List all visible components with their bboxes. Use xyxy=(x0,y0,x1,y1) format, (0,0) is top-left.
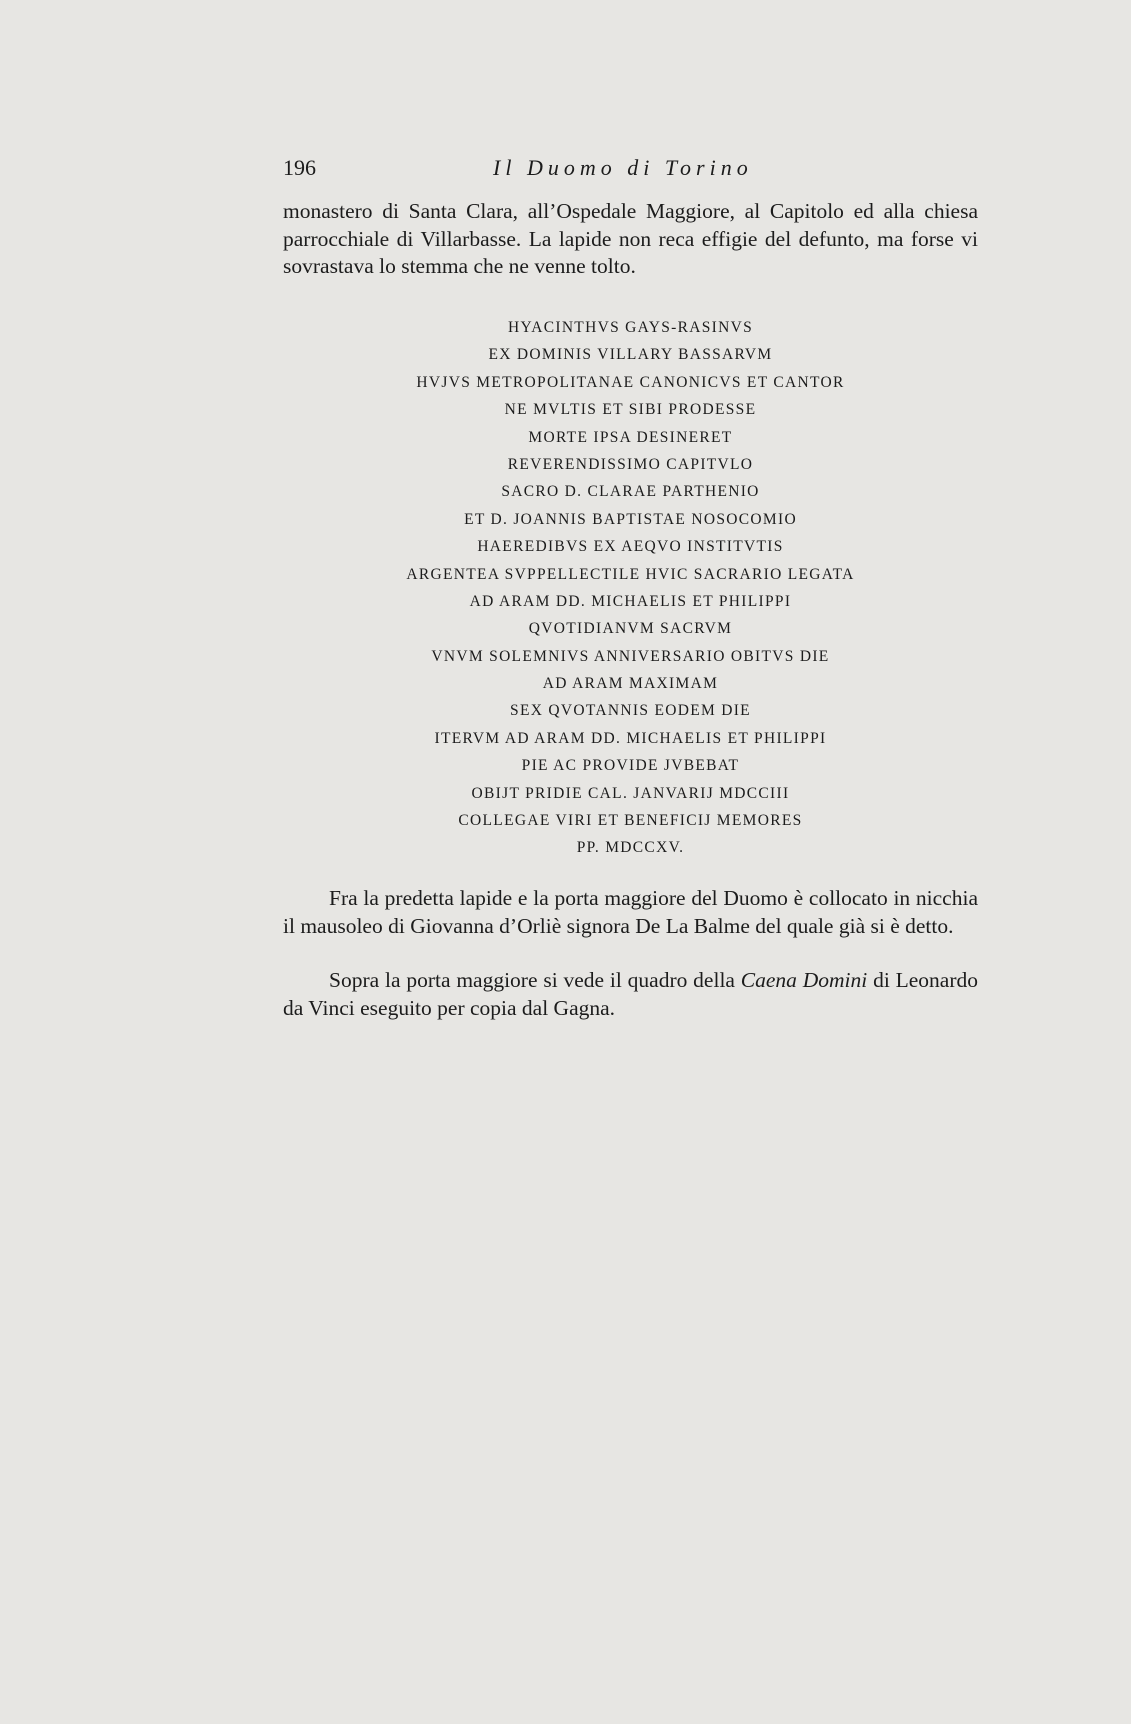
inscription-line: VNVM SOLEMNIVS ANNIVERSARIO OBITVS DIE xyxy=(431,647,830,665)
inscription-line: REVERENDISSIMO CAPITVLO xyxy=(507,455,754,473)
painting-title: Caena Domini xyxy=(740,968,868,992)
inscription-line: OBIJT PRIDIE CAL. JANVARIJ MDCCIII xyxy=(471,784,790,802)
painting-text-end: di Leonardo da Vinci eseguito per copia dal Gagna. xyxy=(283,968,979,1020)
inscription-line: NE MVLTIS ET SIBI PRODESSE xyxy=(504,401,757,419)
intro-paragraph xyxy=(283,198,978,281)
mausoleum-paragraph xyxy=(283,885,978,940)
running-header xyxy=(283,155,763,185)
inscription-line: AD ARAM DD. MICHAELIS ET PHILIPPI xyxy=(469,592,792,610)
inscription-line: AD ARAM MAXIMAM xyxy=(542,675,719,693)
inscription-line: PIE AC PROVIDE JVBEBAT xyxy=(521,757,740,775)
inscription-line: ARGENTEA SVPPELLECTILE HVIC SACRARIO LEGATA xyxy=(406,565,855,583)
inscription-line: ET D. JOANNIS BAPTISTAE NOSOCOMIO xyxy=(464,510,797,528)
inscription-line: ITERVM AD ARAM DD. MICHAELIS ET PHILIPPI xyxy=(434,729,827,747)
painting-text-start: Sopra la porta maggiore si vede il quadro della xyxy=(329,968,741,992)
inscription-line: QVOTIDIANVM SACRVM xyxy=(528,620,733,638)
page-margin xyxy=(1131,0,1141,1724)
inscription-line: MORTE IPSA DESINERET xyxy=(528,428,733,446)
inscription-line: SEX QVOTANNIS EODEM DIE xyxy=(510,702,751,720)
mausoleum-paragraph-text: Fra la predetta lapide e la porta maggiore del Duomo è collocato in nicchia il mausoleo di Giovanna d’Orliè signora De La Balme del quale già si è detto. xyxy=(283,886,978,938)
inscription-line: SACRO D. CLARAE PARTHENIO xyxy=(501,483,760,501)
intro-paragraph-text: monastero di Santa Clara, all’Ospedale Maggiore, al Capitolo ed alla chiesa parrocchiale di Villarbasse. La lapide non reca effigie del defunto, ma forse vi sovrastava lo stemma che ne venne tolto. xyxy=(283,199,978,278)
inscription-line: HYACINTHVS GAYS-RASINVS xyxy=(507,319,754,336)
painting-paragraph xyxy=(283,967,978,1022)
inscription-line: HVJVS METROPOLITANAE CANONICVS ET CANTOR xyxy=(416,373,845,391)
painting-paragraph-text xyxy=(283,967,978,1022)
running-title: Il Duomo di Torino xyxy=(493,155,753,180)
inscription-line: EX DOMINIS VILLARY BASSARVM xyxy=(488,346,773,364)
inscription xyxy=(283,314,978,862)
inscription-line: COLLEGAE VIRI ET BENEFICIJ MEMORES xyxy=(458,812,803,830)
inscription-line: PP. MDCCXV. xyxy=(576,839,685,857)
page-number: 196 xyxy=(283,155,316,180)
inscription-line: HAEREDIBVS EX AEQVO INSTITVTIS xyxy=(477,538,784,556)
